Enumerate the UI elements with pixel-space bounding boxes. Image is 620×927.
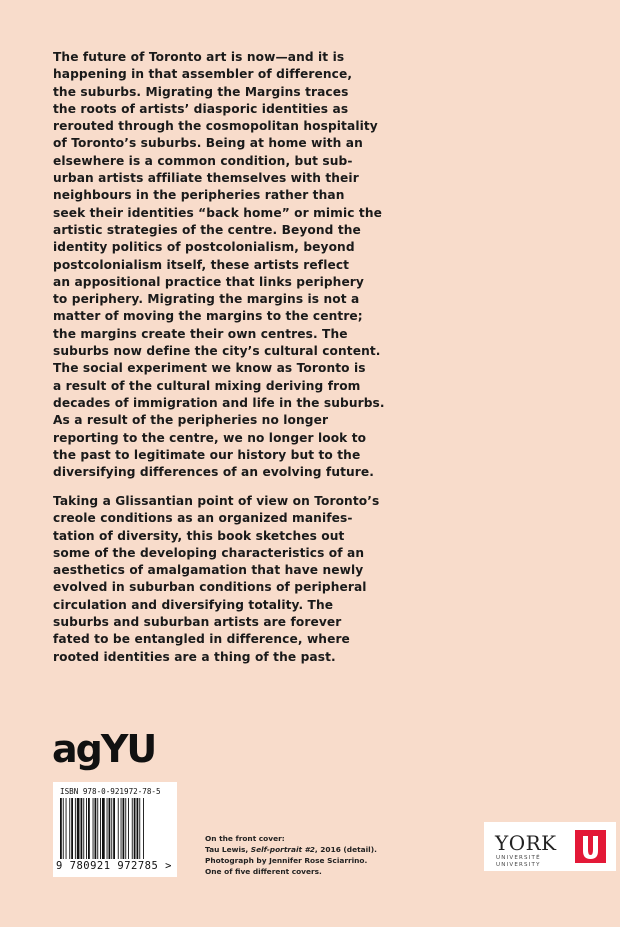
text-line: suburbs now define the city’s cultural content. (53, 344, 381, 359)
description-paragraph-1 (53, 49, 398, 481)
text-line: elsewhere is a common condition, but sub- (53, 153, 353, 168)
text-line: of Toronto’s suburbs. Being at home with an (53, 136, 363, 151)
description-paragraph-2 (53, 493, 398, 666)
text-line: postcolonialism itself, these artists reflect (53, 257, 350, 272)
credit-line-1: On the front cover: (205, 834, 285, 843)
agyu-logo: agYU (52, 727, 156, 771)
text-line: a result of the cultural mixing deriving from (53, 378, 361, 393)
isbn-label: ISBN 978-0-921972-78-5 (60, 787, 161, 796)
barcode-bars (60, 798, 170, 859)
text-line: aesthetics of amalgamation that have newly (53, 563, 364, 578)
credit-line-2 (205, 844, 377, 855)
text-line: an appositional practice that links periphery (53, 274, 364, 289)
text-line: identity politics of postcolonialism, beyond (53, 240, 355, 255)
text-line: creole conditions as an organized manifes- (53, 511, 353, 526)
text-line: Taking a Glissantian point of view on Toronto’s (53, 494, 380, 508)
text-line: the suburbs. Migrating the Margins traces (53, 84, 349, 99)
credit-artist: Tau Lewis, (205, 845, 251, 854)
text-line: the margins create their own centres. The (53, 326, 348, 341)
text-line: fated to be entangled in difference, where (53, 632, 350, 647)
york-university-logo (484, 822, 616, 871)
credit-work-rest: , 2016 (detail). (314, 845, 377, 854)
text-line: artistic strategies of the centre. Beyond the (53, 222, 361, 237)
text-line: the roots of artists’ diasporic identities as (53, 101, 349, 116)
text-line: urban artists affiliate themselves with their (53, 171, 359, 186)
text-line: matter of moving the margins to the centre; (53, 309, 363, 324)
barcode-number: 9 780921 972785 > (56, 860, 172, 872)
text-line: diversifying differences of an evolving future. (53, 465, 375, 480)
york-sub-en: UNIVERSITY (496, 862, 541, 868)
text-line: rerouted through the cosmopolitan hospitality (53, 119, 378, 134)
text-line: As a result of the peripheries no longer (53, 413, 329, 428)
text-line: seek their identities “back home” or mimic the (53, 205, 382, 220)
text-line: neighbours in the peripheries rather than (53, 188, 345, 203)
text-line: circulation and diversifying totality. The (53, 597, 334, 612)
text-line: The social experiment we know as Toronto is (53, 361, 366, 376)
credit-line-4: One of five different covers. (205, 867, 322, 876)
text-line: happening in that assembler of difference, (53, 67, 353, 82)
york-u-mark (575, 830, 606, 863)
credit-line-3: Photograph by Jennifer Rose Sciarrino. (205, 856, 368, 865)
text-line: decades of immigration and life in the suburbs. (53, 395, 385, 410)
isbn-barcode (53, 782, 177, 877)
text-line: evolved in suburban conditions of peripheral (53, 580, 367, 595)
york-wordmark: YORK (495, 831, 557, 855)
york-sub-fr: UNIVERSITÉ (496, 855, 541, 861)
text-line: The future of Toronto art is now—and it is (53, 50, 345, 64)
text-line: suburbs and suburban artists are forever (53, 615, 342, 630)
text-line: tation of diversity, this book sketches out (53, 528, 345, 543)
text-line: reporting to the centre, we no longer look to (53, 430, 367, 445)
text-line: rooted identities are a thing of the past. (53, 649, 336, 664)
text-line: to periphery. Migrating the margins is not a (53, 292, 360, 307)
cover-credit (205, 833, 377, 877)
text-line: some of the developing characteristics of an (53, 545, 365, 560)
credit-work-title: Self-portrait #2 (250, 845, 315, 854)
text-line: the past to legitimate our history but to the (53, 447, 361, 462)
